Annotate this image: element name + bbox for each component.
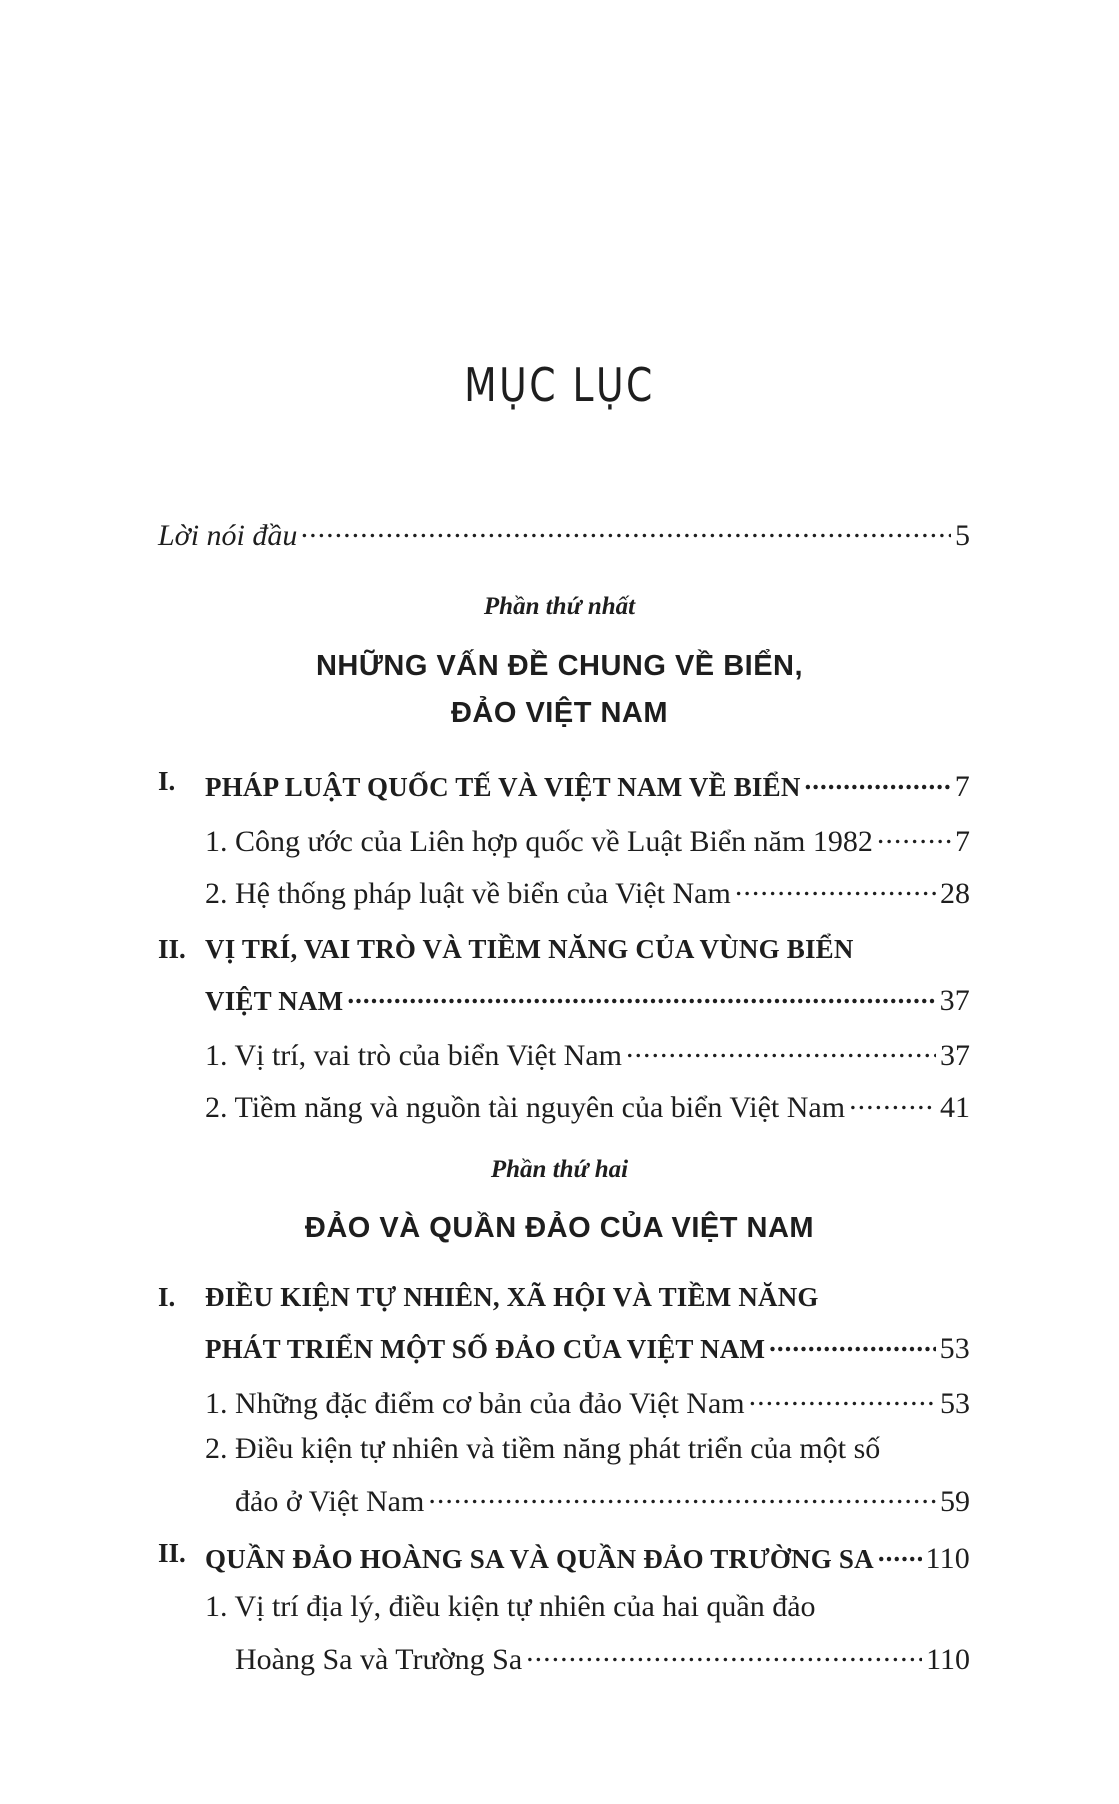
toc-item-text: 2. Tiềm năng và nguồn tài nguyên của biển Việt Nam [205, 1091, 846, 1124]
toc-page-number: 110 [926, 1643, 970, 1676]
toc-page-number: 7 [954, 769, 970, 803]
toc-item-p1-i-2[interactable] [205, 870, 970, 911]
toc-page-number: 37 [939, 983, 970, 1017]
toc-item-p2-ii-1[interactable] [235, 1636, 970, 1677]
dot-leader [769, 1328, 935, 1358]
toc-entry-text: Lời nói đầu [158, 519, 298, 552]
part1-label: Phần thứ nhất [483, 593, 636, 620]
toc-item-p1-ii-2[interactable] [205, 1084, 970, 1125]
section-number: I. [158, 766, 176, 796]
toc-page-number: 28 [940, 877, 970, 910]
dot-leader [877, 818, 951, 851]
toc-item-p2-i-1[interactable] [205, 1380, 970, 1421]
dot-leader [428, 1478, 936, 1511]
dot-leader [526, 1636, 922, 1669]
dot-leader [735, 870, 936, 903]
toc-section-p1-i[interactable] [205, 766, 970, 804]
section-number: II. [158, 934, 186, 964]
toc-page-number: 53 [939, 1331, 970, 1365]
dot-leader [849, 1084, 936, 1117]
dot-leader [347, 980, 935, 1010]
toc-section-p1-ii[interactable] [205, 980, 970, 1018]
part2-label: Phần thứ hai [490, 1156, 629, 1183]
toc-page-number: 7 [955, 825, 970, 858]
dot-leader [878, 1538, 922, 1568]
toc-section-text: QUẦN ĐẢO HOÀNG SA VÀ QUẦN ĐẢO TRƯỜNG SA [205, 1543, 874, 1574]
toc-section-text-line1[interactable]: VỊ TRÍ, VAI TRÒ VÀ TIỀM NĂNG CỦA VÙNG BIỂN [205, 934, 854, 964]
section-number: I. [158, 1282, 176, 1312]
toc-section-text-line2: PHÁT TRIỂN MỘT SỐ ĐẢO CỦA VIỆT NAM [205, 1333, 766, 1364]
section-number: II. [158, 1538, 186, 1568]
part1-title-line1: NHỮNG VẤN ĐỀ CHUNG VỀ BIỂN, [315, 650, 804, 682]
toc-item-p2-i-2[interactable] [235, 1478, 970, 1519]
toc-section-p2-i[interactable] [205, 1328, 970, 1366]
toc-section-p2-ii[interactable] [205, 1538, 970, 1576]
toc-item-text-line1[interactable]: 2. Điều kiện tự nhiên và tiềm năng phát triển của một số [205, 1432, 881, 1465]
dot-leader [301, 512, 951, 545]
toc-page-number: 110 [925, 1541, 970, 1575]
dot-leader [805, 766, 951, 796]
toc-section-text-line2: VIỆT NAM [205, 985, 344, 1016]
toc-page-number: 59 [940, 1485, 970, 1518]
toc-section-text-line1[interactable]: ĐIỀU KIỆN TỰ NHIÊN, XÃ HỘI VÀ TIỀM NĂNG [205, 1282, 819, 1312]
toc-item-text: 2. Hệ thống pháp luật về biển của Việt Nam [205, 877, 731, 910]
toc-page-number: 5 [955, 519, 970, 552]
toc-page-number: 41 [940, 1091, 970, 1124]
toc-page-number: 53 [940, 1387, 970, 1420]
dot-leader [626, 1032, 936, 1065]
toc-item-text: 1. Những đặc điểm cơ bản của đảo Việt Nam [205, 1387, 745, 1420]
toc-entry-preface[interactable] [158, 512, 970, 553]
toc-item-p1-i-1[interactable] [205, 818, 970, 859]
toc-item-text-line1[interactable]: 1. Vị trí địa lý, điều kiện tự nhiên của hai quần đảo [205, 1590, 816, 1623]
toc-item-text-line2: Hoàng Sa và Trường Sa [235, 1643, 523, 1676]
page-title: MỤC LỤC [464, 358, 655, 412]
toc-section-text: PHÁP LUẬT QUỐC TẾ VÀ VIỆT NAM VỀ BIỂN [205, 771, 801, 802]
part1-title-line2: ĐẢO VIỆT NAM [450, 697, 669, 729]
toc-item-text-line2: đảo ở Việt Nam [235, 1485, 425, 1518]
toc-item-p1-ii-1[interactable] [205, 1032, 970, 1073]
dot-leader [749, 1380, 936, 1413]
toc-item-text: 1. Công ước của Liên hợp quốc về Luật Biển năm 1982 [205, 825, 873, 858]
toc-item-text: 1. Vị trí, vai trò của biển Việt Nam [205, 1039, 622, 1072]
part2-title-line1: ĐẢO VÀ QUẦN ĐẢO CỦA VIỆT NAM [304, 1212, 815, 1244]
toc-page-number: 37 [940, 1039, 970, 1072]
